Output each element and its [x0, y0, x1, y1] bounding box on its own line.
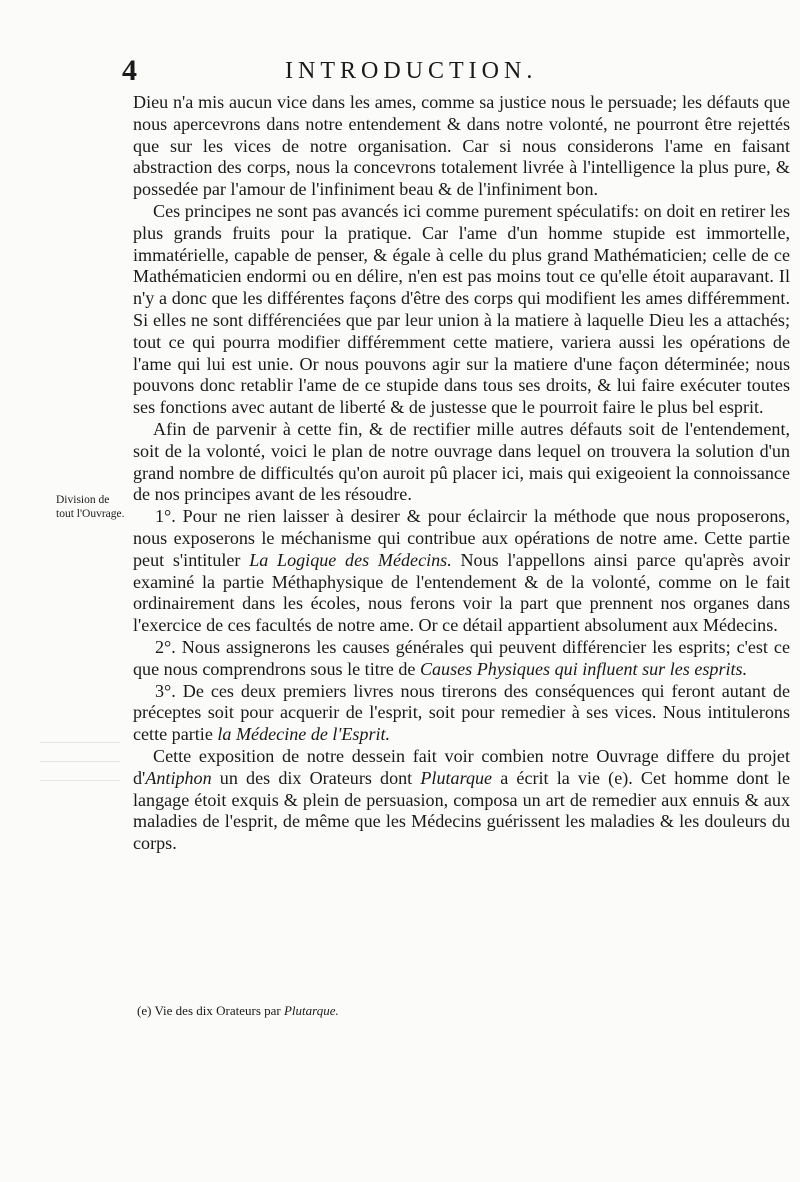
- paragraph: [133, 201, 790, 419]
- margin-note: Division de tout l'Ouvrage.: [56, 494, 125, 520]
- text-segment: 2°. Nous assignerons les causes générales qui peuvent différencier les esprits; c'est ce que nous comprendrons sous le titre de: [133, 636, 790, 679]
- footnote-text: (e) Vie des dix Orateurs par: [137, 1003, 284, 1018]
- paragraph: [133, 746, 790, 855]
- italic-text: La Logique des Médecins.: [249, 549, 452, 570]
- bleed-through-text: [40, 736, 120, 806]
- text-segment: a écrit la vie (e). Cet homme dont le langage étoit exquis & plein de persuasion, composa un art de remedier aux ennuis & aux maladies de l'esprit, de même que les Médecins guérissent les maladies & les douleurs du corps.: [133, 767, 791, 854]
- italic-text: Antiphon: [145, 767, 212, 788]
- text-segment: Cette exposition de notre dessein fait voir combien notre Ouvrage differe du projet d': [133, 745, 790, 788]
- paragraph: [133, 637, 790, 681]
- italic-text: la Médecine de l'Esprit.: [217, 724, 391, 745]
- footnote-author: Plutarque.: [283, 1003, 339, 1018]
- text-segment: Ces principes ne sont pas avancés ici comme purement spéculatifs: on doit en retirer les plus grands fruits pour la pratique. Car l'ame d'un homme stupide est immortelle, immatérielle, capable de penser, & égale à celle du plus grand Mathématicien; celle de ce Mathématicien endormi ou en délire, n'en est pas moins tout ce qu'elle étoit auparavant. Il n'y a donc que les différentes façons d'être des corps qui modifient les ames différemment. Si elles ne sont différenciées que par leur union à la matiere à laquelle Dieu les a attachés; tout ce qui pourra modifier différemment cette matiere, variera aussi les opérations de l'ame qui lui est unie. Or nous pouvons agir sur la matiere d'une façon déterminée; nous pouvons donc retablir l'ame de ce stupide dans tous ses droits, & lui faire exécuter toutes ses fonctions avec autant de liberté & de justesse que le pourroit faire le plus bel esprit.: [133, 200, 790, 418]
- footnote: [137, 1003, 339, 1019]
- italic-text: Plutarque: [420, 767, 493, 788]
- main-text: [133, 92, 790, 855]
- page-header: [122, 54, 765, 94]
- text-segment: Dieu n'a mis aucun vice dans les ames, comme sa justice nous le persuade; les défauts que nous apercevrons dans notre entendement & dans notre volonté, ne pourront être rejettés que sur les vices de notre organisation. Car si nous considerons l'ame en faisant abstraction des corps, nous la concevrons totalement livrée à l'intelligence la plus pure, & possedée par l'amour de l'infiniment beau & de l'infiniment bon.: [133, 92, 790, 200]
- paragraph: [133, 419, 790, 506]
- text-segment: Afin de parvenir à cette fin, & de rectifier mille autres défauts soit de l'entendement, soit de la volonté, voici le plan de notre ouvrage dans lequel on trouvera la solution d'un grand nombre de difficultés qu'on auroit pû placer ici, mais qui exigeoient la connoissance de nos principes avant de les résoudre.: [133, 418, 790, 505]
- italic-text: Causes Physiques qui influent sur les esprits.: [419, 658, 748, 679]
- running-head: INTRODUCTION.: [285, 58, 538, 84]
- text-segment: 1°. Pour ne rien laisser à desirer & pour éclaircir la méthode que nous proposerons, nous exposerons le méchanisme qui contribue aux opérations de notre ame. Cette partie peut s'intituler: [133, 506, 790, 570]
- text-segment: Nous l'appellons ainsi parce qu'après avoir examiné la partie Méthaphysique de l'entendement & de la volonté, comme on le fait ordinairement dans les écoles, nous ferons voir la part que prennent nos organes dans l'exercice de ces facultés de notre ame. Or ce détail appartient absolument aux Médecins.: [133, 549, 790, 636]
- paragraph: [133, 92, 790, 201]
- text-segment: un des dix Orateurs dont: [211, 767, 421, 788]
- text-segment: 3°. De ces deux premiers livres nous tirerons des conséquences qui feront autant de préceptes soit pour acquerir de l'esprit, soit pour remedier à ses vices. Nous intitulerons cette partie: [133, 680, 790, 745]
- paragraph: [133, 681, 790, 746]
- page-number: 4: [122, 54, 137, 87]
- paragraph: [133, 506, 790, 637]
